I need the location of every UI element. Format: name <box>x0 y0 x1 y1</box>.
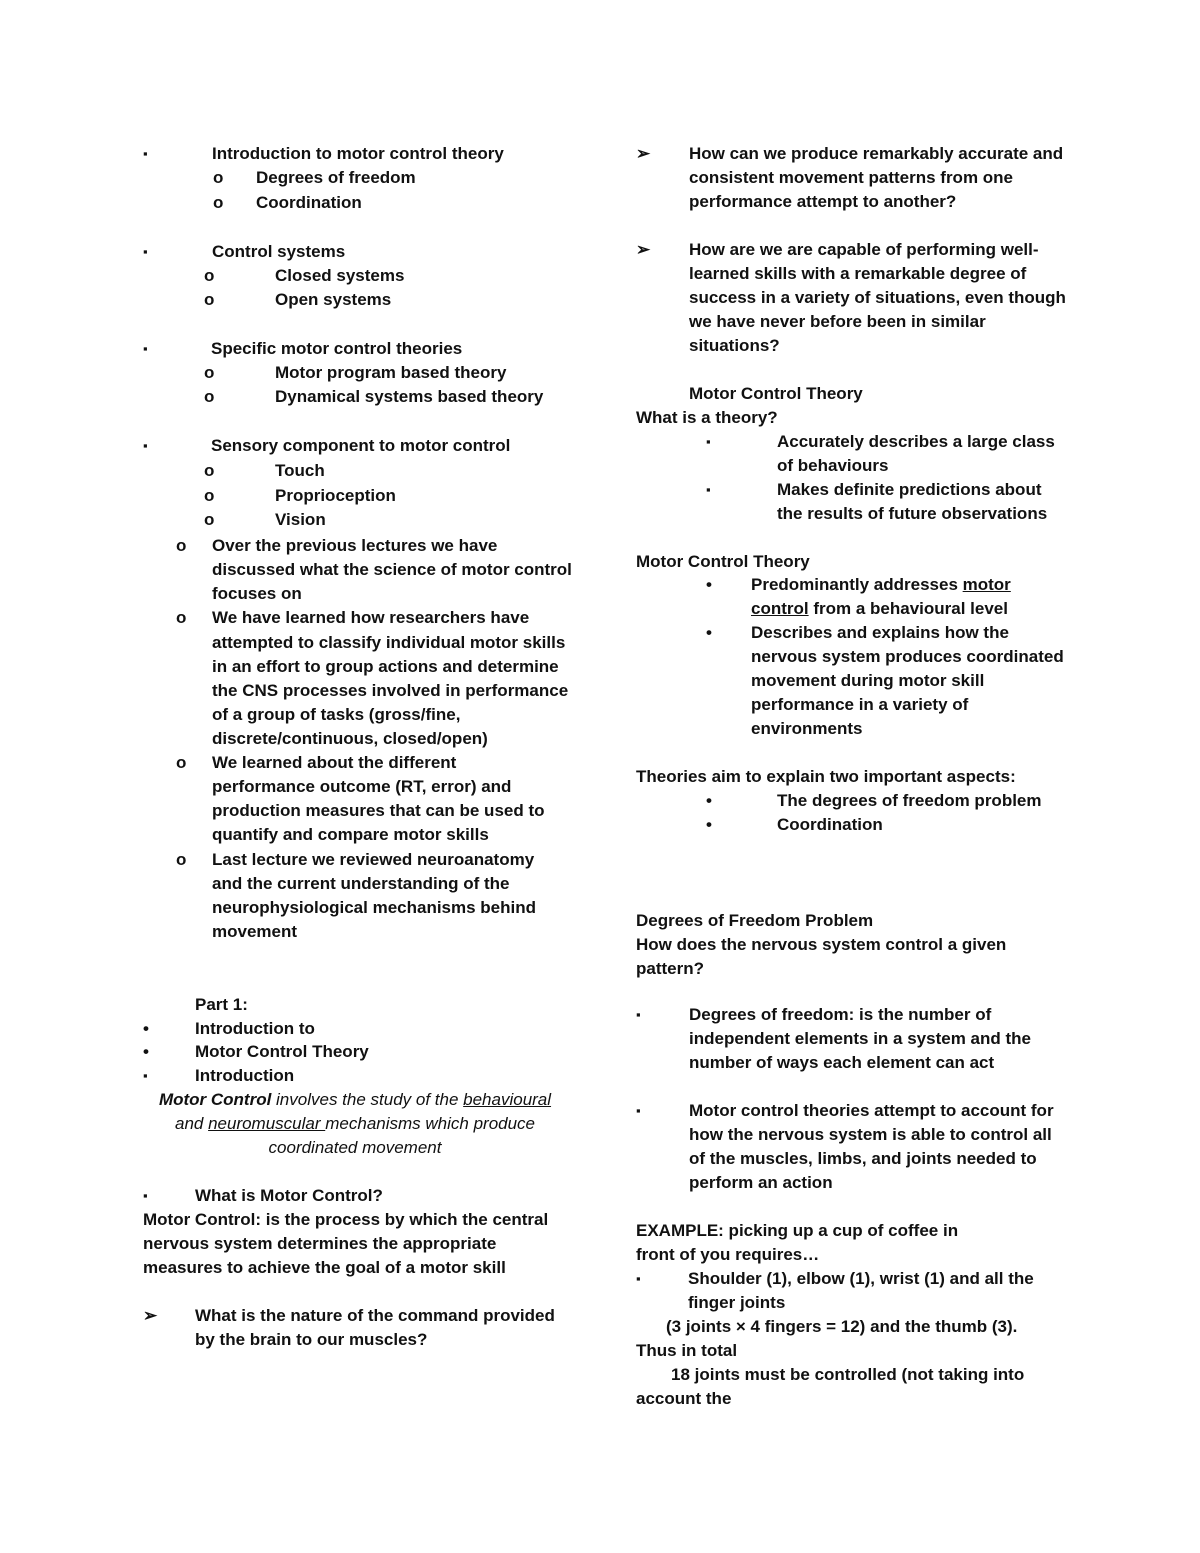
part-item-3-bullet: ▪ <box>143 1068 148 1083</box>
recap-4-line-2: and the current understanding of the <box>212 874 510 893</box>
example-last: account the <box>636 1389 732 1408</box>
recap-4-line-4: movement <box>212 922 298 941</box>
outline-2-sub-2-bullet: o <box>204 290 215 309</box>
dof-heading: Degrees of Freedom Problem <box>636 911 874 930</box>
mc-def-line-1: Motor Control: is the process by which the central <box>143 1210 549 1229</box>
outline-1-sub-1-text: Degrees of freedom <box>256 168 416 187</box>
outline-1-sub-2-text: Coordination <box>256 193 362 212</box>
outline-3-bullet: ▪ <box>143 341 148 356</box>
theory-1-heading: Motor Control Theory <box>689 384 863 403</box>
dof-item-1-line-2: independent elements in a system and the <box>689 1029 1031 1048</box>
outline-3-text: Specific motor control theories <box>211 339 463 358</box>
outline-4-bullet: ▪ <box>143 438 148 453</box>
recap-1-line-3: focuses on <box>212 584 302 603</box>
recap-3-bullet: o <box>176 753 187 772</box>
outline-3-sub-2-text: Dynamical systems based theory <box>275 387 544 406</box>
outline-3-sub-1-text: Motor program based theory <box>275 363 507 382</box>
recap-3-line-2: performance outcome (RT, error) and <box>212 777 512 796</box>
theory-2-item-1-underline-1: motor <box>962 575 1011 594</box>
part-item-3-text: Introduction <box>195 1066 295 1085</box>
definition-underline-1: behavioural <box>463 1090 552 1109</box>
theory-1-item-2-line-2: the results of future observations <box>777 504 1048 523</box>
theory-1-item-1-bullet: ▪ <box>706 434 711 449</box>
theory-2-item-1-line-1 <box>751 573 1011 597</box>
outline-1-bullet: ▪ <box>143 146 148 161</box>
theory-2-item-1-underline-2: control <box>751 599 809 618</box>
question-2-line-5: situations? <box>689 336 780 355</box>
theory-2-heading: Motor Control Theory <box>636 552 810 571</box>
question-1-line-3: performance attempt to another? <box>689 192 957 211</box>
definition-underline-2: neuromuscular <box>208 1114 326 1133</box>
recap-2-line-5: of a group of tasks (gross/fine, <box>212 705 461 724</box>
example-line-2: front of you requires… <box>636 1245 820 1264</box>
outline-4-sub-3-text: Vision <box>275 510 326 529</box>
recap-2-line-1: We have learned how researchers have <box>212 608 530 627</box>
dof-question-line-1: How does the nervous system control a given <box>636 935 1007 954</box>
outline-2-sub-1-bullet: o <box>204 266 215 285</box>
part-title: Part 1: <box>195 995 248 1014</box>
theory-2-item-2-bullet: • <box>706 623 712 642</box>
command-question-line-1: What is the nature of the command provided <box>195 1306 555 1325</box>
example-item-line-1: Shoulder (1), elbow (1), wrist (1) and all the <box>688 1269 1034 1288</box>
recap-3-line-1: We learned about the different <box>212 753 457 772</box>
part-item-2-text: Motor Control Theory <box>195 1042 369 1061</box>
theory-1-item-1-line-2: of behaviours <box>777 456 889 475</box>
recap-2-line-3: in an effort to group actions and determine <box>212 657 559 676</box>
outline-4-sub-1-bullet: o <box>204 461 215 480</box>
recap-1-line-2: discussed what the science of motor control <box>212 560 572 579</box>
outline-1-sub-1-bullet: o <box>213 168 224 187</box>
definition-line-3: coordinated movement <box>268 1138 442 1157</box>
question-1-bullet: ➢ <box>636 144 651 163</box>
example-bullet: ▪ <box>636 1271 641 1286</box>
mc-def-line-3: measures to achieve the goal of a motor skill <box>143 1258 506 1277</box>
dof-item-2-line-4: perform an action <box>689 1173 833 1192</box>
example-item-line-2: finger joints <box>688 1293 786 1312</box>
example-joints: 18 joints must be controlled (not taking into <box>671 1365 1025 1384</box>
aims-item-1-text: The degrees of freedom problem <box>777 791 1042 810</box>
recap-4-line-1: Last lecture we reviewed neuroanatomy <box>212 850 535 869</box>
dof-question-line-2: pattern? <box>636 959 704 978</box>
dof-item-1-line-1: Degrees of freedom: is the number of <box>689 1005 992 1024</box>
part-item-1-text: Introduction to <box>195 1019 315 1038</box>
recap-1-bullet: o <box>176 536 187 555</box>
outline-4-sub-2-bullet: o <box>204 486 215 505</box>
definition-term: Motor Control <box>158 1090 272 1109</box>
theory-2-item-2-line-3: movement during motor skill <box>751 671 985 690</box>
theory-1-item-1-line-1: Accurately describes a large class <box>777 432 1055 451</box>
command-question-bullet: ➢ <box>143 1306 158 1325</box>
dof-item-2-line-2: how the nervous system is able to control all <box>689 1125 1052 1144</box>
definition-mid-1: involves the study of the <box>271 1090 464 1109</box>
outline-4-text: Sensory component to motor control <box>211 436 511 455</box>
recap-2-line-2: attempted to classify individual motor skills <box>212 633 566 652</box>
recap-4-line-3: neurophysiological mechanisms behind <box>212 898 537 917</box>
question-2-line-4: we have never before been in similar <box>689 312 986 331</box>
question-1-line-1: How can we produce remarkably accurate and <box>689 144 1064 163</box>
outline-2-sub-2-text: Open systems <box>275 290 392 309</box>
recap-1-line-1: Over the previous lectures we have <box>212 536 498 555</box>
outline-4-sub-1-text: Touch <box>275 461 325 480</box>
aims-item-2-bullet: • <box>706 815 712 834</box>
theory-2-item-2-line-4: performance in a variety of <box>751 695 969 714</box>
theory-2-item-1-pre: Predominantly addresses <box>751 575 963 594</box>
dof-item-1-line-3: number of ways each element can act <box>689 1053 995 1072</box>
definition-pre-2: and <box>174 1114 209 1133</box>
mc-def-line-2: nervous system determines the appropriate <box>143 1234 497 1253</box>
part-item-2-bullet: • <box>143 1042 149 1061</box>
theory-2-item-2-line-2: nervous system produces coordinated <box>751 647 1064 666</box>
part-item-1-bullet: • <box>143 1019 149 1038</box>
question-2-line-3: success in a variety of situations, even though <box>689 288 1066 307</box>
recap-3-line-4: quantify and compare motor skills <box>212 825 489 844</box>
recap-4-bullet: o <box>176 850 187 869</box>
question-2-bullet: ➢ <box>636 240 651 259</box>
recap-3-line-3: production measures that can be used to <box>212 801 545 820</box>
outline-4-sub-3-bullet: o <box>204 510 215 529</box>
dof-item-2-line-1: Motor control theories attempt to account for <box>689 1101 1054 1120</box>
theory-1-item-2-bullet: ▪ <box>706 482 711 497</box>
dof-item-1-bullet: ▪ <box>636 1007 641 1022</box>
command-question-line-2: by the brain to our muscles? <box>195 1330 428 1349</box>
outline-2-text: Control systems <box>212 242 346 261</box>
theory-2-item-1-post: from a behavioural level <box>808 599 1008 618</box>
theory-2-item-2-line-1: Describes and explains how the <box>751 623 1009 642</box>
theory-1-item-2-line-1: Makes definite predictions about <box>777 480 1042 499</box>
aims-item-1-bullet: • <box>706 791 712 810</box>
theory-2-item-1-bullet: • <box>706 575 712 594</box>
example-calc: (3 joints × 4 fingers = 12) and the thumb (3). <box>666 1317 1018 1336</box>
recap-2-line-6: discrete/continuous, closed/open) <box>212 729 488 748</box>
what-is-bullet: ▪ <box>143 1188 148 1203</box>
outline-3-sub-1-bullet: o <box>204 363 215 382</box>
what-is-text: What is Motor Control? <box>195 1186 383 1205</box>
recap-2-bullet: o <box>176 608 187 627</box>
theory-2-item-2-line-5: environments <box>751 719 863 738</box>
outline-2-sub-1-text: Closed systems <box>275 266 405 285</box>
aims-item-2-text: Coordination <box>777 815 883 834</box>
aims-heading: Theories aim to explain two important aspects: <box>636 767 1016 786</box>
dof-item-2-bullet: ▪ <box>636 1103 641 1118</box>
example-total: Thus in total <box>636 1341 738 1360</box>
outline-4-sub-2-text: Proprioception <box>275 486 396 505</box>
example-line-1: EXAMPLE: picking up a cup of coffee in <box>636 1221 959 1240</box>
outline-2-bullet: ▪ <box>143 244 148 259</box>
question-2-line-1: How are we are capable of performing well- <box>689 240 1039 259</box>
definition-mid-2: mechanisms which produce <box>325 1114 536 1133</box>
theory-1-question: What is a theory? <box>636 408 778 427</box>
outline-1-text: Introduction to motor control theory <box>212 144 504 163</box>
definition-line-1 <box>140 1088 570 1112</box>
question-2-line-2: learned skills with a remarkable degree of <box>689 264 1027 283</box>
outline-1-sub-2-bullet: o <box>213 193 224 212</box>
outline-3-sub-2-bullet: o <box>204 387 215 406</box>
dof-item-2-line-3: of the muscles, limbs, and joints needed to <box>689 1149 1037 1168</box>
definition-line-2 <box>140 1112 570 1136</box>
recap-2-line-4: the CNS processes involved in performance <box>212 681 569 700</box>
question-1-line-2: consistent movement patterns from one <box>689 168 1014 187</box>
theory-2-item-1-line-2 <box>751 597 1008 621</box>
